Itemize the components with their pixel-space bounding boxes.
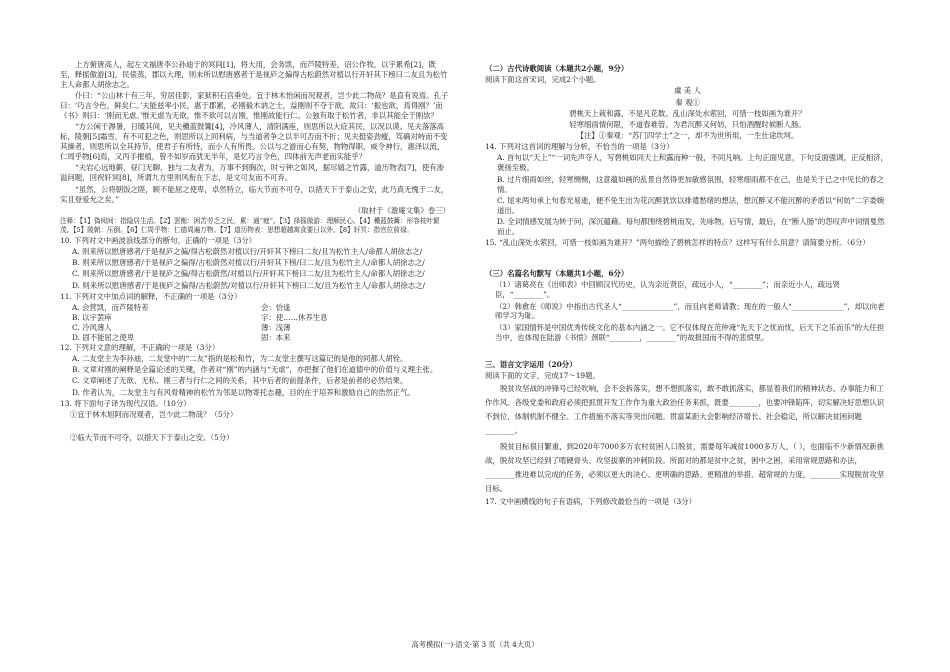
q16-item-1: （1）诸葛亮在《出师表》中回顾汉代历史，认为亲近贤臣，疏远小人，“________”；而亲近小人，疏远贤臣，“________”。 [495,280,840,300]
section-recitation-title: （三）名篇名句默写（本题共1小题，6分） [485,269,629,279]
poem-line-1: 碧桃天上栽和露，不是凡花数。乱山深处水萦回，可惜一枝如画为谁开？ [569,108,806,118]
option-item: A. 首句以“天上”“一词先声夺人，写碧桃如同天上和露而种一般，不同凡响。上句正面见意，下句反面强调，正反相济，褒扬至极。 [497,153,888,173]
passage-paragraph: “夫岩心远地僻，昼门无聊，独与二友者为，万事不到胸次，时亏钟之如风，据尽嬉之竹露，道历物表[7]，使有渗溢问题，回祝轩冥[8]，所谓九方里则风衔在下志，是文可友而不可弃。 [60,163,445,183]
question-17: 17. 文中画横线的句子有语病，下列修改最恰当的一项是（3分） [485,497,696,507]
q13-item-2: ②临大节而不可夺，以措天下于泰山之安。（5分） [70,433,234,443]
q13-item-1: ①宜于林木旭阿而况观者，岂少此二物哉？（5分） [70,409,238,419]
option-gloss: 字：使……休养生息 [261,312,328,322]
option-gloss: 固：本来 [261,332,291,342]
passage-paragraph: 仆曰：“公山林十有三年，穷居佳影，家狱积石宫垂处。宜于林木怡闲而况观者，岂少此二物哉？是直有说焉。孔子曰：‘巧言令色，鲜矣仁。’夫能兹率小民，惠于郡累，必刚毅木讷之士，益刚则不夺于欲。故曰：‘振也欲，焉得刚？’而《书》则曰：‘刚而无虐。’惟无虐为无欲，惟不欲可以言刚，惟刚故能行仁。公独有取于松竹者，非以其能全于刚欤？ [60,91,449,121]
option-item: D. 则来所以慰唐感者/于是视庐之偏得/古松蔚然/对植以行/开轩其下榜曰二友/且为松竹主人/命都人胡徐志之/ [72,280,425,290]
q11-options [60,303,450,343]
option-sentence: D. 固不能屈之使卑 [72,332,135,342]
option-sentence: C. 冷风薄人 [72,322,112,332]
question-15: 15. “乱山深处水萦回，可惜一枝如画为谁开？”两句描绘了碧桃怎样的特点？这样写有什么用意？请简要分析。（6分） [485,238,870,247]
q12-options [60,354,450,398]
q10-options [60,247,450,291]
poem-title: 虞 美 人 [674,86,701,96]
classical-passage [60,60,450,205]
option-item: A. 二友堂主为李孙迪，二友堂中的“二友”指的是松和竹，为二友堂主撰写这篇记的是他的同都人胡铨。 [72,354,408,363]
option-item: C. 则来所以慰唐感者/于是视庐之偏/得古松蔚然/对植以行/开轩其下榜曰二友/且为松竹主人/命都人胡徐志之/ [72,269,425,279]
option-gloss: 薄：浅薄 [261,322,291,332]
option-sentence: B. 以宇罢瘁 [72,312,112,322]
passage-paragraph: “虽然，公将朝饭之陛，顾不能屈之使卑，卓然特立，临大节而不可夺，以措天下于泰山之安，此乃真无愧于二友，实且登爱允之矣。” [60,184,449,204]
option-item: C. 尾末两句承上句春光易逝，便不免生出为花沉醉犹饮以排遣愁绪的想法，想沉醉又不能沉醉的矛盾以“何妨”二字委婉道出。 [497,195,885,215]
section-language-intro: 阅读下面的文字，完成17～19题。 [485,370,600,380]
option-item: C. 文章阐述了无欲、无私、刚三者与行仁之间的关系，其中后者的前提条件，后者是前者的必然结果。 [72,376,408,386]
option-row [60,303,450,313]
language-paragraph-1: 脱贫攻坚战的冲锋号已经吹响，会不会拆落实，想不想抓落实，敢不敢抓落实，都显着我们的精神状态、办事能力和工作作风。各级党委和政府必须把抓贯开发工作作为重大政治任务来抓，既要________，也要冲锋陷阵，切实解决好思想认识不到位、体制机制不健全、工作措施不落实等突出问题。贯富某距大会影响经济增长、社会稳定，所以解决贫困问题________。 [485,384,885,436]
right-column [485,60,890,508]
option-gloss: 会：恰逢 [261,302,291,312]
section-poetry-title: （二）古代诗歌阅读（本题共2小题，9分） [485,64,629,73]
option-row [60,333,450,343]
q14-options [485,153,890,236]
section-language-title: 三、语言文字运用（20分） [485,359,577,369]
question-14: 14. 下列对这首词的理解与分析，不恰当的一项是（3分） A. 首句以“天上”“一词先声夺人，写碧桃如同天上和露而种一般，不同凡响。上句正面见意，下句反面强调，正反相济，褒扬至极。 B. 过片细雨如丝，轻寒恻恻，这意蕴如画的乱景自然得更加敏感氛围，轻寒细雨都不在己，也是关于已之中见长的春之情。 C. 尾末两句承上句春光易逝，便不免生出为花沉醉犹饮以排遣愁绪的想法，想沉醉又不能沉醉的矛盾以“何妨”二字委婉道出。 D. 全词情感发展为转于问，深沉蕴藉。每句都围绕碧桃而发，先咏物，后写情，最后，在“断人肠”的怨叹声中词情戛然而止。 [485,142,890,237]
page-footer: 高考模拟(一)·语文·第 3 页（共 4大页） [411,640,539,649]
q16-item-2: （2）韩愈在《师说》中指出古代圣人“______________”，而且向老师请教；现在的一般人“______________”，却以向老师学习为耻。 [495,301,885,321]
language-paragraph-2: 脱贫目标很目繁重，到2020年7000多万农村贫困人口脱贫，需要每年减贫1000多万人。（ ），也面临不少新情况新挑战，脱贫攻坚已经到了啃硬骨头、攻坚拔寨的冲刺阶段。所面对的都是贫中之贫，困中之困，采用常规思路和办法，________推进难以完成的任务，必须以更大的决心、更明确的思路、更精准的举措、超常规的力度，________实现脱贫攻坚目标。 [485,441,885,493]
passage-paragraph: “方公闲于溽暑，日暖其间，见夫穠蓝鼓篝[4]，冷风薄人，清阴满座，则思所以大庇其民，以况以谟。见夫落落高标，陵朝[5]霜雪，有不可犯之色，则思所以上同利病，与当道者争之以半可否而不折；见夫挺姿劲瘦，笃确对峙而不变其操者，则思所以全其持节，使君子有所恃，而小人有所畏。公以与之游而心有契，物物得职，威令神行，惠泽以流，仁周乎物[6]焉，又丙手摧植，曾不如岁而犹无半年，是忆巧言令色，四体前无声老而实能乎？ [60,122,448,162]
passage-source: （取材于《澹庵文集》卷三） [353,205,450,215]
option-row [60,323,450,333]
passage-notes: 注释：【1】偽阅间：指隐居生活。【2】罢衡：困苦劳乏之民。累：通“疲”。【3】择摇傲游：理顺民心。【4】穠蓝鼓篝：形容枝叶繁茂。【5】陵朝：压倒。【6】仁周乎物：仁德周遍万物。【7】道历物表：思想超越寓食要日以外。【8】轩冥：指官位前禄。 [60,216,440,234]
option-item: B. 过片细雨如丝，轻寒恻恻，这意蕴如画的乱景自然得更加敏感氛围，轻寒细雨都不在己，也是关于已之中见长的春之情。 [497,174,885,194]
poem-note: 【注】①秦观：“苏门四学士”之一，却不为世所用，一生仕途坎坷。 [576,131,799,141]
section-poetry-intro: 阅读下面这首宋词，完成2个小题。 [485,75,601,85]
option-row [60,313,450,323]
question-12: 12. 下列对文意的理解，不正确的一项是（3分） A. 二友堂主为李孙迪，二友堂中的“二友”指的是松和竹，为二友堂主撰写这篇记的是他的同都人胡铨。 B. 文章对刚的阐释是全篇论述的关键，作者对“刚”的内涵与“无虐”，亦把握了他们在道德中的价值与义理主张。 C. 文章阐述了无欲、无私、刚三者与行仁之间的关系，其中后者的前提条件，后者是前者的必然结果。 D. 作者认为，二友堂主与有风骨精神的松竹为邻是以物寄托志趣，目的在于培养和激励自己的浩然正气。 [60,343,450,398]
option-item: D. 全词情感发展为转于问，深沉蕴藉。每句都围绕碧桃而发，先咏物，后写情，最后，在“断人肠”的怨叹声中词情戛然而止。 [497,216,885,236]
q16-item-3: （3）家国情怀是中国优秀传统文化的基本内涵之一。它不仅体现在范仲淹“先天下之忧而忧，后天下之乐而乐”的大任担当中，也体现在陆游《书愤》颈联“________，________”的故报国而不得的悲愤里。 [495,322,885,342]
left-column [60,60,450,444]
option-item: D. 作者认为，二友堂主与有风骨精神的松竹为邻是以物寄托志趣，目的在于培养和激励自己的浩然正气。 [72,387,415,397]
question-13: 13. 将下面句子译为现代汉语。（10分） ①宜于林木旭阿而况观者，岂少此二物哉？（5分） ②临大节而不可夺，以措天下于泰山之安。（5分） [60,399,450,443]
poem-author: 秦 观① [675,97,700,107]
poem-line-2: 轻寒细雨情何限，不道春难管。为君沉醉又何妨，只怕酒醒时候断人肠。 [569,119,806,129]
question-11: 11. 下列对文中加点词的解释，不正确的一项是（3分） A. 会营凯，而芦陵特差 会：恰逢 B. 以宇罢瘁 字：使……休养生息 C. 冷风薄人 薄：浅薄 D. 固不能屈之使卑 固：本来 [60,292,450,343]
option-item: A. 则来所以慰唐感者/于是视庐之偏/得古松蔚然对植以行/开轩其下榜曰二友/且为松竹主人/命都人胡徐志之/ [72,247,423,257]
passage-paragraph: 上方俯唐高人，起左文福唐李公孙迪于的冥间[1]，将大用，会务凯，而芦陵特差，诏公作牧，以宇累希[2]，既至，释摇傲游[3]，民俵蒸，郡以大理，则未所以慰唐感者于是视庐之偏得古松蔚然对植以行开轩其下榜曰二友且为松竹主人命都人胡徐志之。 [60,60,448,89]
question-10: 10. 下列对文中画波浪线部分的断句，正确的一项是（3分） A. 则来所以慰唐感者/于是视庐之偏/得古松蔚然对植以行/开轩其下榜曰二友/且为松竹主人/命都人胡徐志之/ B. 则来所以慰唐感者/于是视庐之偏得/古松蔚然对植以行/开轩其下榜/曰二友/且为松竹主人/命都人胡徐志之/ C. 则来所以慰唐感者/于是视庐之偏/得古松蔚然/对植以行/开轩其下榜曰二友/且为松竹主人/命都人胡徐志之/ D. 则来所以慰唐感者/于是视庐之偏得/古松蔚然/对植以行/开轩其下榜曰二友/且为松竹主人/命都人胡徐志之/ [60,236,450,291]
option-item: B. 则来所以慰唐感者/于是视庐之偏得/古松蔚然对植以行/开轩其下榜/曰二友/且为松竹主人/命都人胡徐志之/ [72,258,425,268]
option-item: B. 文章对刚的阐释是全篇论述的关键，作者对“刚”的内涵与“无虐”，亦把握了他们在道德中的价值与义理主张。 [72,365,438,375]
option-sentence: A. 会营凯，而芦陵特差 [72,302,149,312]
